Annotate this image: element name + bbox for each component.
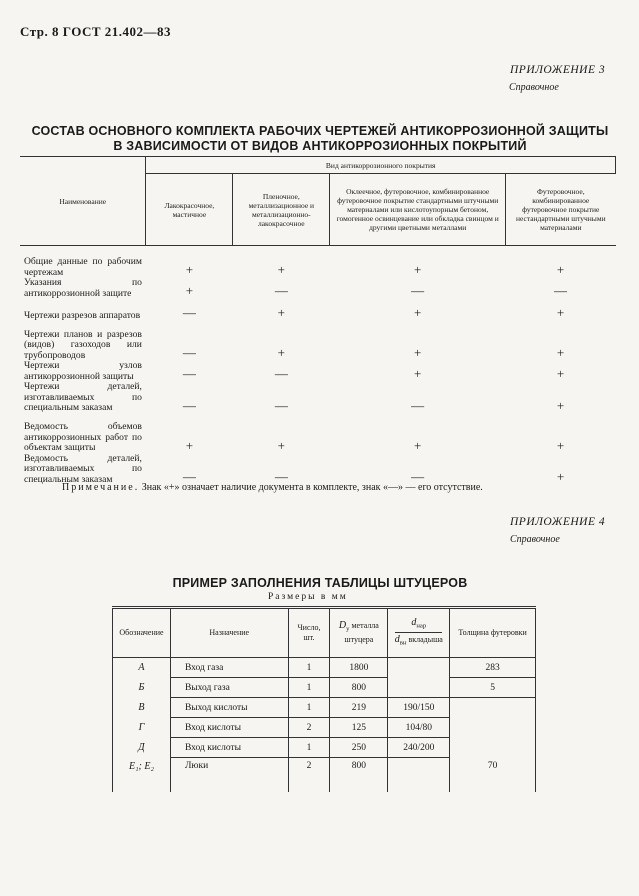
mark-cell: + (277, 262, 285, 277)
dvn-subscript: вн (399, 639, 407, 647)
col-header-film: Пленочное, металлизационное и металлизационно-лакокрасочное (233, 174, 330, 246)
thickness-cell: 5 (450, 678, 536, 698)
purpose-cell: Выход кислоты (170, 698, 288, 718)
table-row (20, 278, 616, 299)
dnar-symbol: d (411, 616, 417, 628)
appendix-4-label: ПРИЛОЖЕНИЕ 4 (510, 516, 606, 528)
row-name: Указания по антикоррозионной защите (24, 277, 142, 299)
drawings-composition-table (20, 156, 616, 485)
mark-cell: + (185, 437, 194, 453)
ratio-cell (388, 678, 450, 698)
designation-cell: В (113, 698, 171, 718)
designation-cell: Д (113, 738, 171, 758)
table-row (20, 414, 616, 454)
section-1-title-line1: СОСТАВ ОСНОВНОГО КОМПЛЕКТА РАБОЧИХ ЧЕРТЕЖЕЙ АНТИКОРРОЗИОННОЙ ЗАЩИТЫ (31, 124, 609, 138)
col-count: Число, шт. (288, 609, 330, 658)
designation-cell: А (113, 658, 171, 678)
purpose-cell: Люки (170, 758, 288, 792)
dnar-numerator (395, 618, 442, 633)
count-cell: 1 (288, 698, 330, 718)
dy-cell: 125 (330, 718, 388, 738)
row-name: Ведомость деталей, изготавливаемых по специальным заказам (24, 452, 142, 485)
mark-cell: + (277, 345, 285, 360)
dy-subscript: у (346, 625, 350, 633)
purpose-cell: Выход газа (170, 678, 288, 698)
dy-cell: 250 (330, 738, 388, 758)
thickness-cell (450, 698, 536, 718)
mark-cell: — (274, 397, 288, 413)
table-top-rule (112, 606, 536, 607)
row-name: Чертежи деталей, изготавливаемых по специальным заказам (24, 381, 142, 413)
note-label: Примечание. (62, 482, 140, 493)
mark-cell: — (411, 469, 425, 484)
mark-cell: + (414, 262, 422, 277)
mark-cell: + (414, 437, 422, 453)
mark-cell: + (277, 437, 285, 453)
mark-cell: + (556, 262, 565, 277)
thickness-cell (450, 738, 536, 758)
ratio-cell: 240/200 (388, 738, 450, 758)
count-cell: 2 (288, 758, 330, 792)
table-row (113, 658, 536, 678)
row-name: Чертежи разрезов аппаратов (24, 309, 141, 321)
row-name: Общие данные по рабочим чертежам (24, 256, 142, 278)
mark-cell: + (556, 366, 565, 381)
col-purpose: Назначение (170, 609, 288, 658)
appendix-3-ref: Справочное (509, 82, 559, 93)
mark-cell: — (274, 283, 288, 298)
mark-cell: — (411, 397, 425, 413)
dy-caption: металла штуцера (344, 621, 379, 644)
table-row (113, 758, 536, 792)
mark-cell: — (182, 305, 196, 320)
mark-cell: — (554, 283, 568, 298)
appendix-3-label: ПРИЛОЖЕНИЕ 3 (510, 64, 606, 76)
table-row (20, 454, 616, 486)
table-row (20, 256, 616, 278)
mark-cell: — (274, 366, 288, 381)
mark-cell: + (414, 305, 422, 320)
thickness-cell: 283 (450, 658, 536, 678)
table-row (113, 718, 536, 738)
appendix-4-ref: Справочное (510, 534, 560, 545)
purpose-cell: Вход газа (170, 658, 288, 678)
sizes-unit: Размеры в мм (268, 592, 348, 602)
mark-cell: + (556, 437, 565, 453)
table-note (62, 482, 483, 493)
col-dnar-dvn (388, 609, 450, 658)
mark-cell: + (414, 345, 422, 360)
row-name: Чертежи планов и разрезов (видов) газоходов или трубопроводов (24, 328, 142, 361)
section-1-title (20, 124, 620, 154)
dvn-denominator (391, 635, 446, 649)
ratio-cell: 190/150 (388, 698, 450, 718)
section-1-title-line2: В ЗАВИСИМОСТИ ОТ ВИДОВ АНТИКОРРОЗИОННЫХ ПОКРЫТИЙ (113, 139, 527, 153)
purpose-cell: Вход кислоты (170, 718, 288, 738)
dy-cell: 1800 (330, 658, 388, 678)
mark-cell: + (414, 366, 422, 381)
table-row (20, 299, 616, 321)
col-designation: Обозначение (113, 609, 171, 658)
mark-cell: + (185, 262, 194, 277)
mark-cell: — (182, 345, 196, 360)
ratio-cell (388, 658, 450, 678)
mark-cell: + (556, 345, 565, 360)
thickness-cell (450, 718, 536, 738)
dy-symbol: D (338, 620, 347, 632)
ratio-cell: 104/80 (388, 718, 450, 738)
section-2-title: ПРИМЕР ЗАПОЛНЕНИЯ ТАБЛИЦЫ ШТУЦЕРОВ (172, 576, 468, 590)
ratio-cell (388, 758, 450, 792)
table-row (20, 382, 616, 414)
col-header-paint: Лакокрасочное, мастичное (146, 174, 233, 246)
count-cell: 1 (288, 738, 330, 758)
designation-cell: Б (113, 678, 171, 698)
mark-cell: + (556, 469, 565, 484)
row-name: Чертежи узлов антикоррозионной защиты (24, 360, 142, 382)
count-cell: 2 (288, 718, 330, 738)
col-group-header: Вид антикоррозионного покрытия (146, 157, 616, 174)
col-thickness: Толщина футеровки (450, 609, 536, 658)
mark-cell: + (556, 305, 565, 320)
col-header-name: Наименование (20, 157, 146, 246)
mark-cell: — (274, 469, 288, 484)
note-text: Знак «+» означает наличие документа в комплекте, знак «—» — его отсутствие. (141, 482, 483, 493)
dy-cell: 219 (330, 698, 388, 718)
purpose-cell: Вход кислоты (170, 738, 288, 758)
dvn-symbol: d (394, 633, 400, 645)
mark-cell: — (182, 366, 196, 381)
count-cell: 1 (288, 678, 330, 698)
col-dy (330, 609, 388, 658)
col-header-lining-nonstandard: Футеровочное, комбинированное футеровочное покрытие нестандартными штучными материалами (506, 174, 616, 246)
page-header: Стр. 8 ГОСТ 21.402—83 (20, 24, 172, 39)
table-row (20, 361, 616, 382)
dy-cell: 800 (330, 678, 388, 698)
dy-cell: 800 (330, 758, 388, 792)
dvn-caption: вкладыша (408, 634, 443, 644)
table-row (113, 698, 536, 718)
table-row (113, 678, 536, 698)
dnar-subscript: нар (416, 622, 427, 630)
mark-cell: — (411, 283, 425, 298)
mark-cell: + (556, 397, 565, 413)
mark-cell: + (277, 305, 285, 320)
thickness-cell: 70 (450, 758, 536, 792)
designation-cell: Е₁; Е₂ (113, 758, 171, 792)
row-name: Ведомость объемов антикоррозионных работ по объектам защиты (24, 421, 142, 453)
mark-cell: + (185, 283, 194, 298)
col-header-lining-standard: Оклеечное, футеровочное, комбинированное футеровочное покрытие стандартными штучными материалами или кислотоупорным бетоном, гомогенное освинцевание или обкладка свинцом и другими цветными металлами (330, 174, 506, 246)
table-row (20, 321, 616, 361)
mark-cell: — (182, 397, 196, 413)
fittings-table (112, 608, 536, 792)
mark-cell: — (182, 469, 196, 484)
count-cell: 1 (288, 658, 330, 678)
designation-cell: Г (113, 718, 171, 738)
table-row (113, 738, 536, 758)
